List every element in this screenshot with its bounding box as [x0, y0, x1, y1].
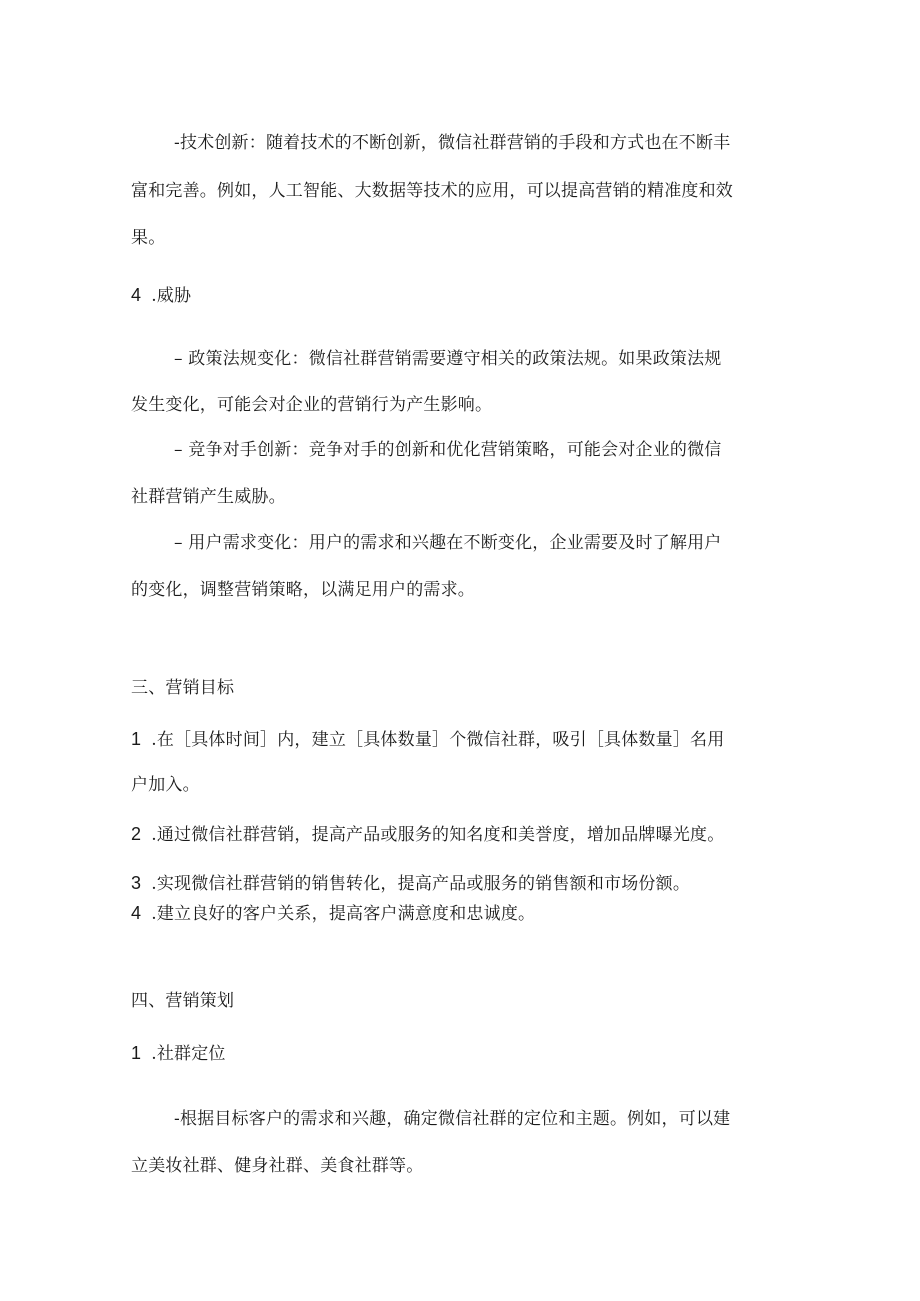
list-number: 2	[131, 824, 142, 844]
goal-text: .通过微信社群营销，提高产品或服务的知名度和美誉度，增加品牌曝光度。	[151, 825, 725, 845]
goal-item-line	[131, 823, 724, 846]
list-number: 3	[131, 873, 142, 893]
threats-heading	[131, 284, 191, 307]
section-heading-marketing-goals: 三、营销目标	[131, 678, 235, 698]
paragraph-line: 富和完善。例如，人工智能、大数据等技术的应用，可以提高营销的精准度和效	[131, 181, 733, 201]
list-number: 1	[131, 1043, 142, 1063]
threat-item-line: 的变化，调整营销策略，以满足用户的需求。	[131, 580, 475, 600]
heading-text: .社群定位	[151, 1044, 226, 1064]
goal-item-line	[131, 872, 690, 895]
paragraph-line: 立美妆社群、健身社群、美食社群等。	[131, 1156, 424, 1176]
paragraph-line: 果。	[131, 228, 166, 248]
subsection-heading	[131, 1042, 226, 1065]
list-number: 4	[131, 903, 142, 923]
goal-item-line: 户加入。	[131, 775, 200, 795]
goal-item-line	[131, 902, 535, 925]
goal-item-line	[131, 728, 724, 751]
goal-text: .在［具体时间］内，建立［具体数量］个微信社群，吸引［具体数量］名用	[151, 730, 725, 750]
threat-item-line: 发生变化，可能会对企业的营销行为产生影响。	[131, 395, 493, 415]
goal-text: .建立良好的客户关系，提高客户满意度和忠诚度。	[151, 904, 536, 924]
list-number: 1	[131, 729, 142, 749]
threat-item-line: – 用户需求变化：用户的需求和兴趣在不断变化，企业需要及时了解用户	[174, 533, 722, 553]
paragraph-line: -根据目标客户的需求和兴趣，确定微信社群的定位和主题。例如，可以建	[174, 1109, 731, 1129]
section-heading-marketing-plan: 四、营销策划	[131, 991, 235, 1011]
list-number: 4	[131, 285, 142, 305]
threat-item-line: 社群营销产生威胁。	[131, 487, 286, 507]
goal-text: .实现微信社群营销的销售转化，提高产品或服务的销售额和市场份额。	[151, 874, 691, 894]
threat-item-line: – 竞争对手创新：竞争对手的创新和优化营销策略，可能会对企业的微信	[174, 440, 722, 460]
heading-text: .威胁	[151, 286, 192, 306]
paragraph-line: -技术创新：随着技术的不断创新，微信社群营销的手段和方式也在不断丰	[174, 133, 731, 153]
threat-item-line: – 政策法规变化：微信社群营销需要遵守相关的政策法规。如果政策法规	[174, 349, 722, 369]
